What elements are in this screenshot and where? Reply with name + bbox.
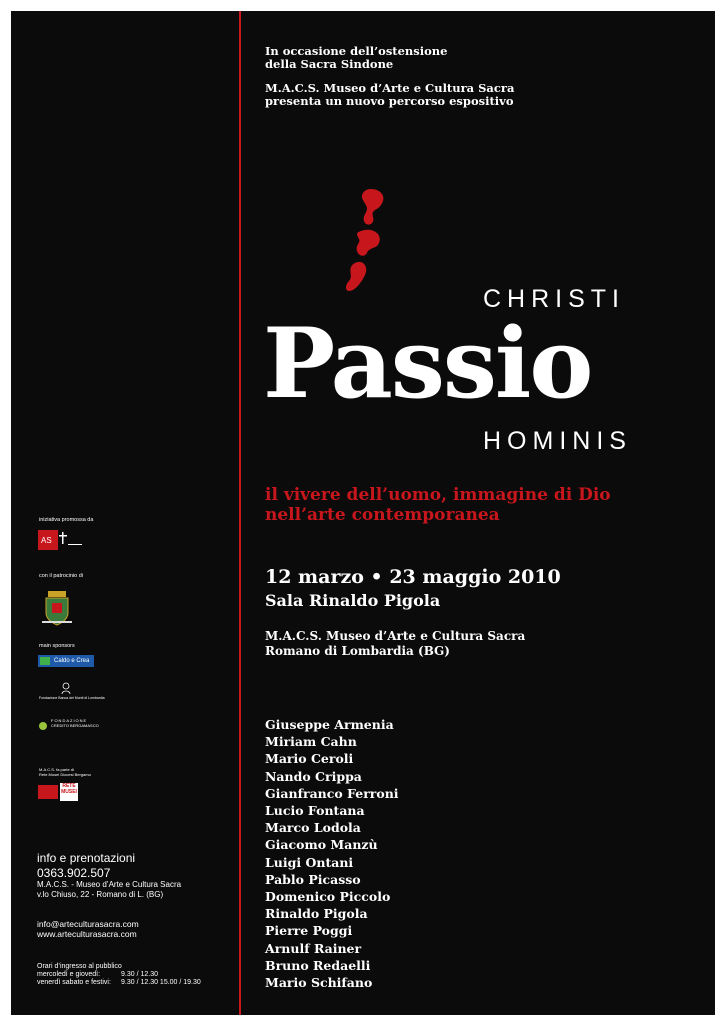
artist-name: Gianfranco Ferroni: [265, 785, 399, 801]
title-christi: CHRISTI: [483, 285, 625, 313]
crest-icon: [42, 591, 72, 627]
intro-line-1: In occasione dell’ostensione: [265, 44, 448, 58]
sponsor-foundation1-name: Fondazione Banca dei Monti di Lombardia: [39, 696, 105, 700]
network-logo-text: RETE MUSEI: [60, 783, 78, 801]
info-title: info e prenotazioni: [37, 851, 136, 865]
event-room: Sala Rinaldo Pigola: [265, 591, 441, 610]
opening-hours: [37, 963, 201, 987]
hours-row-1-label: mercoledì e giovedì:: [37, 971, 101, 978]
artist-name: Pablo Picasso: [265, 871, 361, 887]
hours-row-1-value: 9.30 / 12.30: [121, 971, 158, 978]
website-link[interactable]: www.arteculturasacra.com: [37, 929, 137, 939]
sponsor-foundation2-logo: [38, 718, 48, 736]
tagline-line-1: il vivere dell’uomo, immagine di Dio: [265, 485, 611, 505]
red-drops-graphic: [341, 187, 391, 297]
intro-line-4: presenta un nuovo percorso espositivo: [265, 94, 514, 108]
artist-name: Mario Ceroli: [265, 751, 354, 767]
info-contacts: [37, 919, 139, 939]
network-logo: [38, 783, 78, 801]
email-link[interactable]: info@arteculturasacra.com: [37, 919, 139, 929]
intro-occasion: [265, 45, 448, 71]
artist-name: Lucio Fontana: [265, 803, 365, 819]
foundation2-line-2: CREDITO BERGAMASCO: [51, 723, 99, 728]
artist-name: Bruno Redaelli: [265, 957, 371, 973]
venue-line-1: M.A.C.S. Museo d’Arte e Cultura Sacra: [265, 629, 526, 643]
poster: [11, 11, 715, 1015]
title-passio: Passio: [263, 307, 592, 420]
event-dates: 12 marzo • 23 maggio 2010: [265, 566, 561, 588]
tagline: [265, 485, 611, 525]
intro-presenter: [265, 82, 514, 108]
bank-mark-icon: [40, 657, 50, 665]
artist-name: Giuseppe Armenia: [265, 717, 394, 732]
sponsors-label: main sponsors: [39, 643, 75, 649]
sponsor-bank-name: Caldo e Crea: [54, 658, 90, 664]
artist-name: Mario Schifano: [265, 975, 373, 991]
red-vertical-line: [239, 11, 241, 1015]
sponsor-bank-logo: [38, 655, 94, 667]
artist-name: Marco Lodola: [265, 820, 361, 836]
address-line-1: M.A.C.S. - Museo d’Arte e Cultura Sacra: [37, 880, 182, 889]
network-line-1: M.A.C.S. fa parte di: [39, 767, 74, 772]
sponsor-foundation2-name: [51, 718, 99, 728]
artist-name: Miriam Cahn: [265, 734, 357, 750]
hours-row-1: [37, 971, 201, 979]
macs-logo: [38, 530, 84, 555]
artist-name: Luigi Ontani: [265, 854, 354, 870]
promoted-by-label: iniziativa promossa da: [39, 517, 94, 523]
intro-line-3: M.A.C.S. Museo d’Arte e Cultura Sacra: [265, 81, 515, 95]
municipality-crest: [42, 591, 72, 632]
artist-name: Rinaldo Pigola: [265, 906, 368, 922]
network-mark-icon: [38, 785, 58, 799]
patronage-label: con il patrocinio di: [39, 573, 84, 579]
svg-text:AS: AS: [41, 536, 52, 545]
network-label: [39, 767, 91, 777]
artist-name: Arnulf Rainer: [265, 940, 362, 956]
network-line-2: Rete Musei Diocesi Bergamo: [39, 772, 91, 777]
tagline-line-2: nell’arte contemporanea: [265, 505, 500, 525]
event-venue: [265, 629, 525, 659]
hours-row-2: [37, 979, 201, 987]
foundation-bust-icon: [61, 682, 71, 694]
foundation2-line-1: FONDAZIONE: [51, 718, 88, 723]
artist-list: [265, 716, 399, 991]
macs-logo-icon: [38, 530, 84, 550]
artist-name: Pierre Poggi: [265, 923, 353, 939]
artist-name: Domenico Piccolo: [265, 889, 391, 905]
artist-name: Giacomo Manzù: [265, 837, 378, 853]
intro-line-2: della Sacra Sindone: [265, 57, 394, 71]
artist-name: Nando Crippa: [265, 768, 362, 784]
info-phone[interactable]: 0363.902.507: [37, 866, 111, 880]
venue-line-2: Romano di Lombardia (BG): [265, 644, 450, 658]
address-line-2: v.lo Chiuso, 22 - Romano di L. (BG): [37, 890, 164, 899]
hours-title: Orari d’ingresso al pubblico: [37, 963, 122, 970]
hours-row-2-value: 9.30 / 12.30 15.00 / 19.30: [121, 979, 201, 986]
title-hominis: HOMINIS: [483, 427, 632, 455]
foundation-circle-icon: [38, 721, 48, 731]
info-address: [37, 880, 181, 900]
hours-row-2-label: venerdì sabato e festivi:: [37, 979, 111, 986]
